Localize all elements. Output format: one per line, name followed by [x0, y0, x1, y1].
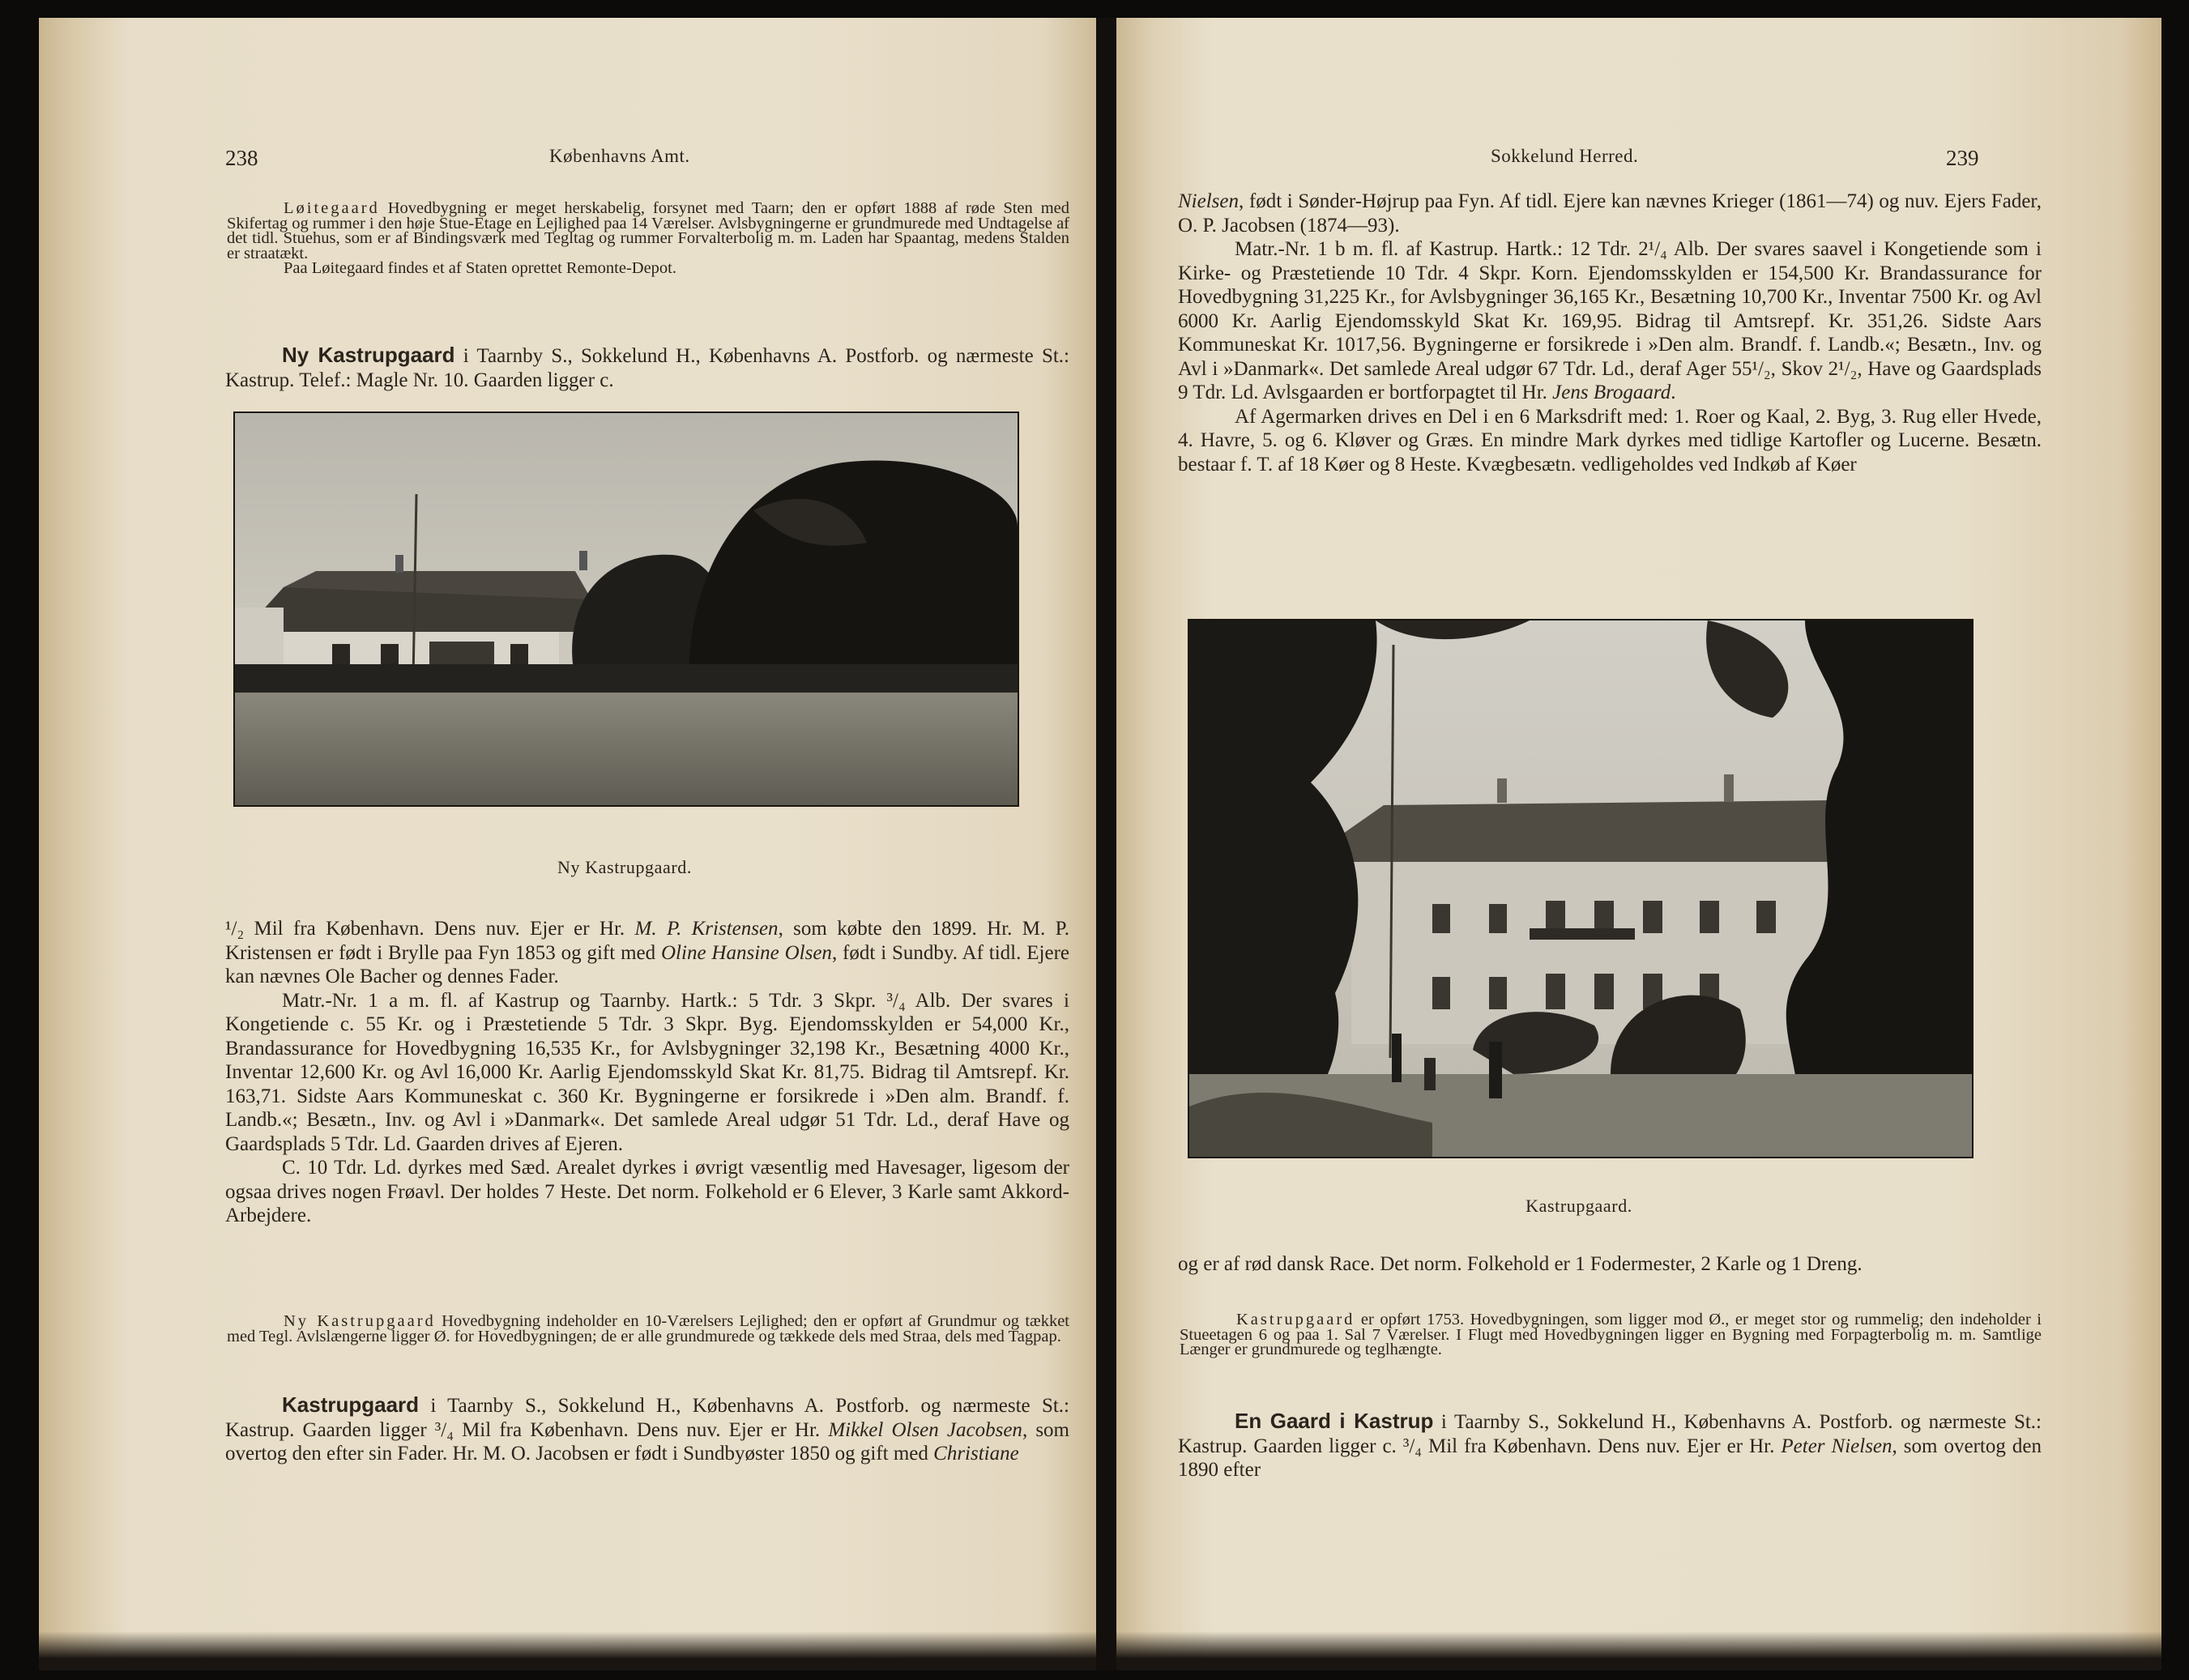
entry-heading: En Gaard i Kastrup: [1235, 1409, 1434, 1433]
fine-print-kastrupgaard: [1180, 1312, 2042, 1358]
paragraph-text: Matr.-Nr. 1 b m. fl. af Kastrup. Hartk.: 12 Tdr. 2¹/₄ Alb. Der svares saavel i Kongetiende som i Kirke- og Præstetiende 10 Tdr. 4 Skpr. Korn. Ejendomsskylden er 154,500 Kr. Brandassurance for Hovedbygning 31,225 Kr., for Avlsbygninger 36,165 Kr., Besætning 10,700 Kr., Inventar 7500 Kr. og Avl 6000 Kr. Aarlig Ejendomsskyld Skat Kr. 169,95. Bidrag til Amtsrepf. Kr. 351,26. Sidste Aars Kommuneskat Kr. 1017,56. Bygningerne er forsikrede i »Den alm. Brandf. f. Landb.«; Besætn., Inv. og Avl i »Danmark«. Det samlede Areal udgør 67 Tdr. Ld., deraf Ager 55¹/₂, Skov 2¹/₂, Have og Gaardsplads 9 Tdr. Ld. Avlsgaarden er bortforpagtet til Hr.: [1178, 238, 2042, 403]
running-head: Sokkelund Herred.: [1491, 146, 1639, 166]
owner-name: Mikkel Olsen Jacobsen: [828, 1418, 1022, 1441]
page-number: 239: [1946, 146, 1979, 170]
right-page: [1116, 18, 2161, 1670]
entry-heading: Kastrupgaard: [282, 1392, 420, 1417]
owner-name: M. P. Kristensen: [634, 918, 779, 940]
entry-kastrupgaard-continued: [1178, 190, 2042, 476]
paragraph-text: , som overtog den 1890 efter: [1178, 1435, 2042, 1481]
photo-caption: Kastrupgaard.: [1525, 1196, 1632, 1216]
spouse-name: Nielsen: [1178, 190, 1239, 212]
paragraph-text: Paa Løitegaard findes et af Staten oprettet Remonte-Depot.: [284, 259, 676, 278]
running-head: Københavns Amt.: [549, 146, 690, 166]
paragraph-text: Hovedbygning er meget herskabelig, forsynet med Taarn; den er opført 1888 af røde Sten med Skifertag og rummer i den høje Stue-Etage en Lejlighed paa 14 Værelser. Avlsbygningerne er grundmurede med Undtagelse af det tidl. Stuehus, som er af Bindingsværk med Tegltag og rummer Forvalterbolig m. m. Laden har Spaantag, medens Stalden er straatækt.: [227, 199, 1069, 262]
paragraph-text: , som overtog den efter sin Fader. Hr. M. O. Jacobsen er født i Sundbyøster 1850 og gift med: [225, 1418, 1069, 1465]
photo-kastrupgaard: [1188, 619, 1974, 1158]
paragraph-text: C. 10 Tdr. Ld. dyrkes med Sæd. Arealet dyrkes i øvrigt væsentlig med Havesager, ligesom der ogsaa drives nogen Frøavl. Der holdes 7 Heste. Det norm. Folkehold er 6 Elever, 3 Karle samt Akkord-Arbejdere.: [225, 1157, 1069, 1226]
page-edge: [39, 1631, 1096, 1670]
kastrupgaard-livestock-text: [1178, 1252, 2042, 1277]
entry-en-gaard-i-kastrup: [1178, 1409, 2042, 1482]
tenant-name: Jens Brogaard: [1552, 382, 1671, 403]
book-gutter: [1096, 18, 1116, 1670]
entry-heading: Ny Kastrupgaard: [282, 343, 455, 367]
left-page: [39, 18, 1096, 1670]
spouse-name: Christiane: [933, 1443, 1019, 1465]
page-edge: [1116, 1631, 2161, 1670]
photo-caption: Ny Kastrupgaard.: [557, 857, 692, 877]
entry-kastrupgaard: [225, 1393, 1069, 1466]
estate-name: Løitegaard: [284, 199, 380, 217]
paragraph-text: .: [1671, 382, 1676, 403]
paragraph-text: , født i Sundby. Af tidl. Ejere kan nævnes Ole Bacher og dennes Fader.: [225, 941, 1069, 987]
paragraph-text: Matr.-Nr. 1 a m. fl. af Kastrup og Taarnby. Hartk.: 5 Tdr. 3 Skpr. ³/₄ Alb. Der svares i Kongetiende c. 55 Kr. og i Præstetiende 5 Tdr. 3 Skpr. Byg. Ejendomsskylden er 54,000 Kr., Brandassurance for Hovedbygning 16,535 Kr., for Avlsbygninger 32,198 Kr., Besætning 4000 Kr., Inventar 12,600 Kr. og Avl 16,000 Kr. Aarlig Ejendomsskyld Skat Kr. 81,75. Bidrag til Amtsrepf. Kr. 163,71. Sidste Aars Kommuneskat c. 360 Kr. Bygningerne er forsikrede i »Den alm. Brandf. f. Landb.«; Besætn., Inv. og Avl i »Danmark«. Det samlede Areal udgør 51 Tdr. Ld., deraf Have og Gaardsplads 5 Tdr. Ld. Gaarden drives af Ejeren.: [225, 989, 1069, 1155]
paragraph-text: i Taarnby S., Sokkelund H., Københavns A. Postforb. og nærmeste St.: Kastrup. Gaarden ligger c. ³/₄ Mil fra København. Dens nuv. Ejer er Hr.: [1178, 1411, 2042, 1457]
photo-ny-kastrupgaard: [233, 411, 1019, 807]
paragraph-text: , som købte den 1899. Hr. M. P. Kristensen er født i Brylle paa Fyn 1853 og gift med: [225, 918, 1069, 964]
intro-fine-print: [227, 201, 1069, 276]
paragraph-text: og er af rød dansk Race. Det norm. Folkehold er 1 Fodermester, 2 Karle og 1 Dreng.: [1178, 1253, 1863, 1275]
spouse-name: Oline Hansine Olsen: [661, 941, 832, 964]
paragraph-text: ¹/₂ Mil fra København. Dens nuv. Ejer er Hr.: [225, 918, 635, 940]
page-number: 238: [225, 146, 258, 170]
fine-print-ny-kastrupgaard: [227, 1314, 1069, 1344]
paragraph-text: er opført 1753. Hovedbygningen, som ligger mod Ø., er meget stor og rummelig; den indeholder i Stueetagen 6 og paa 1. Sal 7 Værelser. I Flugt med Hovedbygningen ligger en Bygning med Forpagterbolig m. m. Samtlige Længer er grundmurede og teglhængte.: [1180, 1311, 2042, 1359]
paragraph-text: i Taarnby S., Sokkelund H., Københavns A. Postforb. og nærmeste St.: Kastrup. Telef.: Magle Nr. 10. Gaarden ligger c.: [225, 345, 1070, 391]
owner-name: Peter Nielsen: [1781, 1435, 1892, 1457]
paragraph-text: Hovedbygning indeholder en 10-Værelsers Lejlighed; den er opført af Grundmur og tækket med Tegl. Avlslængerne ligger Ø. for Hovedbygningen; de er alle grundmurede og tækkede dels med Straa, dels med Tagpap.: [227, 1312, 1069, 1345]
paragraph-text: , født i Sønder-Højrup paa Fyn. Af tidl. Ejere kan nævnes Krieger (1861—74) og nuv. Ejers Fader, O. P. Jacobsen (1874—93).: [1178, 190, 2042, 237]
paragraph-text: Af Agermarken drives en Del i en 6 Marksdrift med: 1. Roer og Kaal, 2. Byg, 3. Rug eller Hvede, 4. Havre, 5. og 6. Kløver og Græs. En mindre Mark dyrkes med tidlige Kartofler og Lucerne. Besætn. bestaar f. T. af 18 Køer og 8 Heste. Kvægbesætn. vedligeholdes ved Indkøb af Køer: [1178, 405, 2042, 475]
estate-name: Kastrupgaard: [1236, 1311, 1355, 1328]
estate-name: Ny Kastrupgaard: [284, 1312, 436, 1330]
entry-ny-kastrupgaard-body: [225, 917, 1069, 1228]
entry-ny-kastrupgaard-intro: [225, 343, 1069, 392]
paragraph-text: i Taarnby S., Sokkelund H., Københavns A. Postforb. og nærmeste St.: Kastrup. Gaarden ligger ³/₄ Mil fra København. Dens nuv. Ejer er Hr.: [225, 1395, 1069, 1441]
